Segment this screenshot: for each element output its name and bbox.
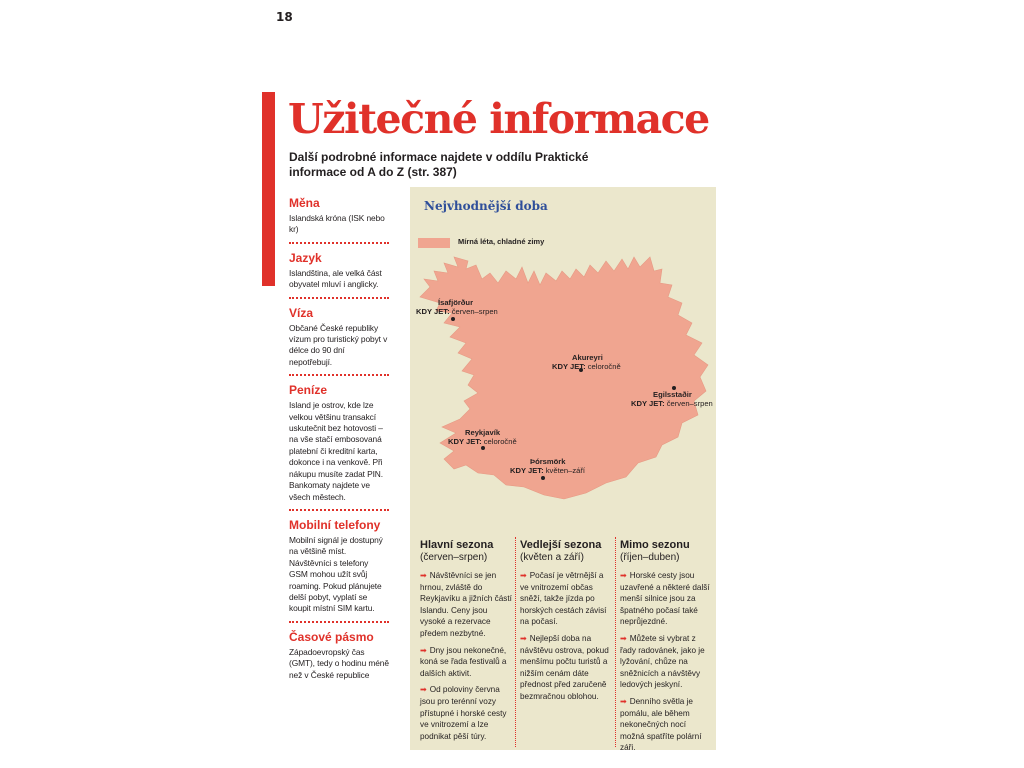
info-section-currency — [289, 196, 389, 236]
dotted-divider — [289, 297, 389, 299]
city-name: Akureyri — [572, 353, 603, 362]
arrow-right-icon: ➡ — [520, 633, 527, 643]
city-name: Þórsmörk — [530, 457, 566, 466]
arrow-right-icon: ➡ — [420, 571, 427, 580]
section-heading: Peníze — [289, 383, 328, 398]
panel-title: Nejvhodnější doba — [424, 199, 548, 213]
arrow-right-icon: ➡ — [420, 685, 427, 695]
city-when: celoročně — [587, 362, 621, 371]
city-dot-isafjordur — [451, 317, 455, 321]
section-heading: Mobilní telefony — [289, 517, 381, 532]
city-label-reykjavik — [448, 428, 517, 446]
city-label-isafjordur — [416, 298, 498, 316]
season-bullet: ➡ Počasí je větrnější a ve vnitrozemí občas sněží, takže jízda po horských cestách závisí na počasí. — [520, 571, 607, 627]
season-bullet: ➡ Můžete si vybrat z řady radovánek, jako je lyžování, chůze na sněžnicích a návštěvy ledových jeskyní. — [620, 633, 705, 690]
page-number: 18 — [276, 10, 293, 24]
info-section-timezone — [289, 630, 389, 681]
season-title: Vedlejší sezona — [520, 539, 602, 551]
season-range: (červen–srpen) — [420, 552, 488, 563]
city-name: Egilsstaðir — [653, 390, 692, 399]
info-section-visa — [289, 306, 389, 369]
section-text: Islandská króna (ISK nebo kr) — [289, 213, 385, 235]
column-divider — [615, 537, 616, 747]
red-tab-marker — [262, 92, 275, 286]
info-section-money — [289, 383, 389, 503]
season-range: (říjen–duben) — [620, 552, 680, 563]
arrow-right-icon: ➡ — [520, 571, 527, 580]
dotted-divider — [289, 621, 389, 623]
section-heading: Víza — [289, 305, 314, 320]
section-text: Mobilní signál je dostupný na většině míst. Návštěvníci s telefony GSM mohou užít svůj roaming. Pokud plánujete delší pobyt, vyplatí se koupit místní SIM kartu. — [289, 534, 383, 614]
info-section-language — [289, 251, 389, 291]
kdy-label: KDY JET: — [552, 362, 586, 371]
section-text: Island je ostrov, kde lze velkou většinu transakcí uskutečnit bez hotovosti – na vše stačí embosovaná platební či kreditní karta, dokonce i na venkově. Při nákupu musíte zadat PIN. Bankomaty najdete ve všech městech. — [289, 400, 383, 502]
dotted-divider — [289, 374, 389, 376]
city-label-egilsstadir — [631, 390, 713, 408]
section-heading: Časové pásmo — [289, 629, 374, 644]
season-column-low — [620, 539, 712, 759]
season-range: (květen a září) — [520, 552, 584, 563]
section-text: Islandština, ale velká část obyvatel mluví i anglicky. — [289, 267, 382, 290]
season-title: Hlavní sezona — [420, 539, 494, 551]
season-bullet: ➡ Dny jsou nekonečné, koná se řada festivalů a dalších aktivit. — [420, 645, 507, 678]
info-sidebar — [289, 196, 389, 681]
city-label-akureyri — [552, 353, 621, 371]
city-when: celoročně — [483, 437, 517, 446]
legend-swatch — [418, 238, 450, 248]
kdy-label: KDY JET: — [448, 437, 482, 446]
section-heading: Jazyk — [289, 250, 322, 265]
city-when: červen–srpen — [451, 307, 498, 316]
season-bullet: ➡ Návštěvníci se jen hrnou, zvláště do Reykjavíku a jižních částí Islandu. Ceny jsou vysoké a rezervace předem nezbytné. — [420, 571, 512, 638]
city-when: červen–srpen — [666, 399, 713, 408]
dotted-divider — [289, 242, 389, 244]
city-name: Reykjavík — [465, 428, 501, 437]
page-title: Užitečné informace — [288, 95, 709, 143]
arrow-right-icon: ➡ — [620, 696, 627, 706]
city-name: Ísafjörður — [438, 298, 474, 307]
season-title: Mimo sezonu — [620, 539, 690, 551]
arrow-right-icon: ➡ — [420, 645, 427, 655]
dotted-divider — [289, 509, 389, 511]
season-column-high — [420, 539, 512, 747]
column-divider — [515, 537, 516, 747]
best-time-panel — [410, 187, 716, 753]
city-label-thorsmork — [510, 457, 585, 475]
arrow-right-icon: ➡ — [620, 633, 627, 643]
info-section-phones — [289, 518, 389, 615]
city-dot-thorsmork — [541, 476, 545, 480]
kdy-label: KDY JET: — [631, 399, 665, 408]
season-bullet: ➡ Od poloviny června jsou pro terénní vozy přístupné i horské cesty ve vnitrozemí a lze podnikat pěší túry. — [420, 685, 507, 741]
city-when: květen–září — [545, 466, 586, 475]
section-text: Západoevropský čas (GMT), tedy o hodinu méně než v České republice — [289, 646, 389, 680]
arrow-right-icon: ➡ — [620, 571, 627, 580]
season-bullet: ➡ Nejlepší doba na návštěvu ostrova, pokud menšímu počtu turistů a nižším cenám dáte přednost před zaručeně bezmračnou oblohou. — [520, 633, 609, 701]
season-column-shoulder — [520, 539, 612, 708]
season-bullet: ➡ Denního světla je pomálu, ale během nekonečných nocí možná spatříte polární záři. — [620, 696, 702, 753]
city-dot-reykjavik — [481, 446, 485, 450]
section-text: Občané České republiky vízum pro turistický pobyt v délce do 90 dní nepotřebují. — [289, 322, 388, 367]
legend-label: Mírná léta, chladné zimy — [458, 237, 545, 246]
section-heading: Měna — [289, 196, 320, 210]
page-subtitle: Další podrobné informace najdete v oddílu Praktické informace od A do Z (str. 387) — [289, 150, 589, 179]
kdy-label: KDY JET: — [416, 307, 450, 316]
season-bullet: ➡ Horské cesty jsou uzavřené a některé další menší silnice jsou za špatného počasí také neprůjezdné. — [620, 571, 710, 627]
kdy-label: KDY JET: — [510, 466, 544, 475]
